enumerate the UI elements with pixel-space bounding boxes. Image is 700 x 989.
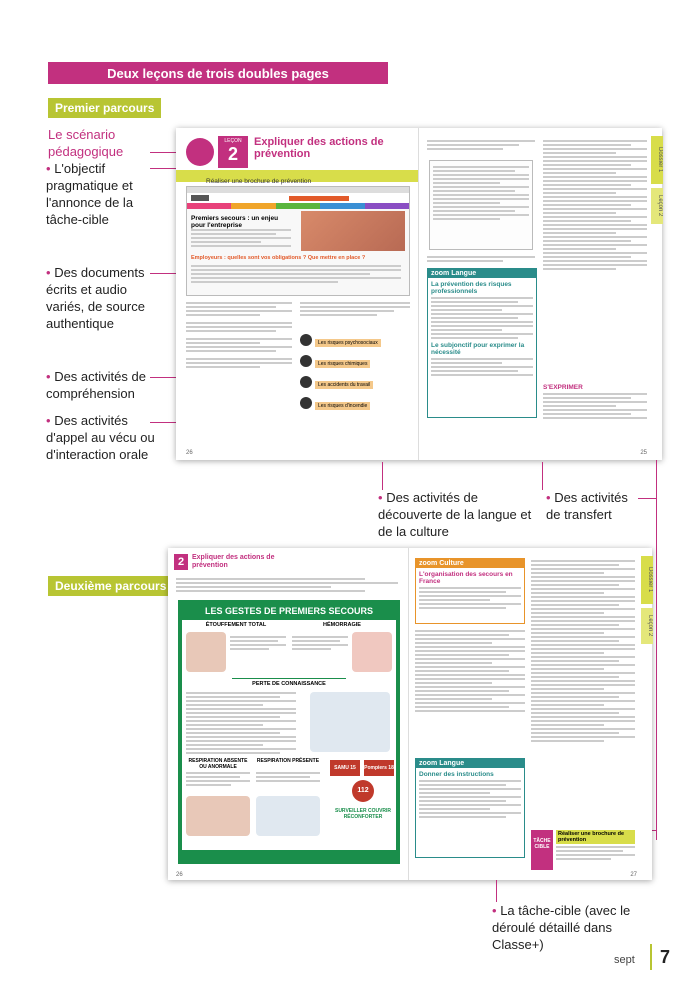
right-tab-dossier-2: Dossier 1 — [641, 556, 653, 604]
poster-title: LES GESTES DE PREMIERS SECOURS — [204, 606, 374, 616]
connector-line — [150, 422, 178, 423]
website-screenshot — [186, 186, 410, 296]
second-route-tag: Deuxième parcours — [48, 576, 173, 596]
footer-page-word: sept — [614, 954, 635, 966]
risk-icon — [300, 355, 312, 367]
article-subheading: Employeurs : quelles sont vos obligations ? Que mettre en place ? — [191, 255, 366, 261]
pompiers-number: Pompiers 18 — [364, 760, 394, 776]
connector-line — [496, 880, 497, 902]
connector-line — [150, 168, 178, 169]
connector-line — [656, 460, 657, 840]
emergency-number: 112 — [352, 780, 374, 802]
connector-line — [382, 462, 383, 490]
subtitle-bar: Réaliser une brochure de prévention — [176, 170, 418, 182]
section-header: Deux leçons de trois doubles pages — [48, 62, 388, 84]
annotation-discovery: • Des activités de découverte de la langue et de la culture — [378, 490, 532, 539]
task-box — [531, 830, 635, 870]
task-label: TÂCHE CIBLE — [531, 830, 553, 870]
lesson-figure-icon — [186, 138, 214, 166]
zoom-langue-box: zoom Langue La prévention des risques professionnels Le subjonctif pour exprimer la nécessité — [427, 268, 537, 418]
right-tab-lesson-2: Leçon 2 — [641, 608, 653, 644]
connector-line — [150, 377, 178, 378]
email-document — [429, 160, 533, 250]
connector-line — [542, 462, 543, 490]
risk-icon — [300, 334, 312, 346]
first-route-tag: Premier parcours — [48, 98, 161, 118]
page-number-right: 25 — [640, 450, 647, 456]
risk-icon — [300, 397, 312, 409]
connector-line — [150, 273, 178, 274]
illustration — [310, 692, 390, 752]
annotation-task: • La tâche-cible (avec le déroulé détaillé dans Classe+) — [492, 903, 631, 952]
risk-icon — [300, 376, 312, 388]
page-number-left: 26 — [186, 450, 193, 456]
task-heading: Réaliser une brochure de prévention — [556, 830, 635, 844]
annotation-transfer: • Des activités de transfert — [546, 490, 628, 522]
poster-bottom-left-title: RESPIRATION ABSENTE OU ANORMALE — [188, 758, 248, 770]
zoom-culture-box: zoom Culture L'organisation des secours en France — [415, 558, 525, 624]
side-item-documents: • Des documents écrits et audio variés, de source authentique — [46, 265, 145, 331]
spread1-right-page — [418, 128, 663, 460]
page-number-right-2: 27 — [630, 872, 637, 878]
article-title: Premiers secours : un enjeu pour l'entreprise — [191, 215, 279, 229]
lesson-title: Expliquer des actions de prévention — [254, 136, 384, 160]
poster-center-title: PERTE DE CONNAISSANCE — [232, 678, 346, 687]
poster-bottom-mid-title: RESPIRATION PRÉSENTE — [256, 758, 320, 764]
lesson-badge-2: 2 — [174, 554, 188, 570]
poster-right-title: HÉMORRAGIE — [323, 622, 361, 628]
first-spread — [176, 128, 662, 460]
spread2-right-page — [408, 548, 653, 880]
samu-number: SAMU 15 — [330, 760, 360, 776]
zoom-langue-box-2: zoom Langue Donner des instructions — [415, 758, 525, 858]
side-item-comprehension: • Des activités de compréhension — [46, 369, 146, 401]
page-number-left-2: 26 — [176, 872, 183, 878]
right-tab-dossier: Dossier 1 — [651, 136, 663, 184]
express-section: S'EXPRIMER — [543, 384, 647, 421]
scenario-title: Le scénario pédagogique — [48, 127, 124, 159]
lesson-badge: LEÇON 2 — [218, 136, 248, 168]
first-aid-poster — [178, 600, 400, 864]
illustration — [352, 632, 392, 672]
footer-divider — [650, 944, 652, 970]
side-item-objective: • L'objectif pragmatique et l'annonce de la tâche-cible — [46, 161, 134, 227]
spread2-left-page — [168, 548, 408, 880]
footer-page-number: 7 — [660, 947, 671, 967]
poster-left-title: ÉTOUFFEMENT TOTAL — [205, 622, 267, 628]
risks-list: Les risques psychosociaux Les risques chimiques Les accidents du travail Les risques d'incendie — [300, 328, 410, 415]
illustration — [256, 796, 320, 836]
first-aid-photo — [301, 211, 405, 251]
spread1-left-page — [176, 128, 418, 460]
poster-bottom-right-title: SURVEILLER COUVRIR RÉCONFORTER — [334, 808, 392, 820]
side-item-oral: • Des activités d'appel au vécu ou d'interaction orale — [46, 413, 155, 462]
lesson-title-2: Expliquer des actions de prévention — [192, 554, 275, 569]
connector-line — [638, 498, 656, 499]
second-spread — [168, 548, 652, 880]
illustration — [186, 796, 250, 836]
connector-line — [150, 152, 178, 153]
right-tab-lesson: Leçon 2 — [651, 188, 663, 224]
illustration — [186, 632, 226, 672]
